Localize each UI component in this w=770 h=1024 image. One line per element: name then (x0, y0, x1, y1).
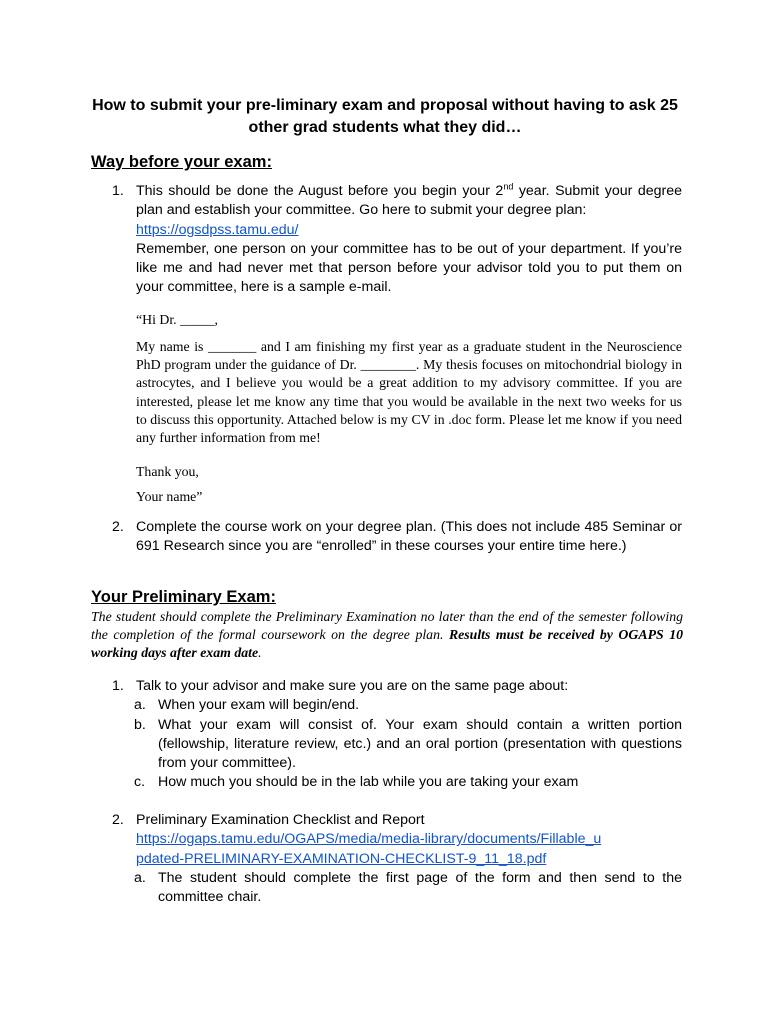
section-heading-preliminary-exam: Your Preliminary Exam: (91, 588, 276, 606)
sub-item-a: a. When your exam will begin/end. (134, 697, 360, 714)
list-item-1 (112, 182, 682, 298)
list-item-text: Complete the course work on your degree plan. (This does not include 485 Seminar or 691 Research since you are “enrolled” in these courses your entire time here.) (136, 519, 682, 555)
list-item-2 (112, 811, 682, 907)
degree-plan-link[interactable]: https://ogsdpss.tamu.edu/ (136, 221, 299, 238)
sample-email-signature: Your name” (136, 489, 203, 504)
sample-email-thanks: Thank you, (136, 464, 199, 479)
list-number: 1. (112, 678, 124, 694)
checklist-link-wrap (136, 830, 606, 869)
list-number: 2. (112, 812, 124, 828)
list-item-text: Talk to your advisor and make sure you are on the same page about: (136, 678, 569, 694)
sample-email-body: My name is _______ and I am finishing my first year as a graduate student in the Neuroscience PhD program under the guidance of Dr. ________. My thesis focuses on mitochondrial biology in astrocytes, and I believe you would be a great addition to my advisory committee. If you are interested, please let me know any time that you would be available in the next two weeks for us to discuss this opportunity. Attached below is my CV in .doc form. Please let me know if you need any further information from me! (136, 339, 682, 446)
section-heading-before-exam: Way before your exam: (91, 153, 272, 171)
sub-item-c: c. How much you should be in the lab while you are taking your exam (134, 774, 579, 791)
document-title: How to submit your pre-liminary exam and proposal without having to ask 25 other grad students what they did… (92, 97, 678, 136)
list-item-2 (112, 518, 682, 557)
list-item-text: This should be done the August before you begin your 2nd year. Submit your degree plan and establish your committee. Go here to submit your degree plan: https://ogsdpss.tamu.edu/ Remember, one person on your committee has to be out of your department. If you’re like me and had never met that person before your advisor told you to put them on your committee, here is a sample e-mail. (136, 181, 682, 296)
list-item-text: Preliminary Examination Checklist and Report (136, 812, 425, 828)
sub-item-a: a. The student should complete the first page of the form and then send to the committee chair. (134, 869, 682, 906)
list-number: 2. (112, 519, 124, 535)
preliminary-exam-intro: The student should complete the Preliminary Examination no later than the end of the semester following the completion of the formal coursework on the degree plan. Results must be received by OGAPS 10 working days after exam date. (91, 609, 683, 661)
list-number: 1. (112, 183, 124, 199)
sub-item-b: b. What your exam will consist of. Your exam should contain a written portion (fellowship, literature review, etc.) and an oral portion (presentation with questions from your committee). (134, 716, 682, 772)
list-item-1 (112, 677, 682, 793)
checklist-pdf-link[interactable]: https://ogaps.tamu.edu/OGAPS/media/media-library/documents/Fillable_updated-PRELIMINARY-EXAMINATION-CHECKLIST-9_11_18.pdf (136, 831, 602, 867)
sample-email-greeting: “Hi Dr. _____, (136, 312, 219, 327)
